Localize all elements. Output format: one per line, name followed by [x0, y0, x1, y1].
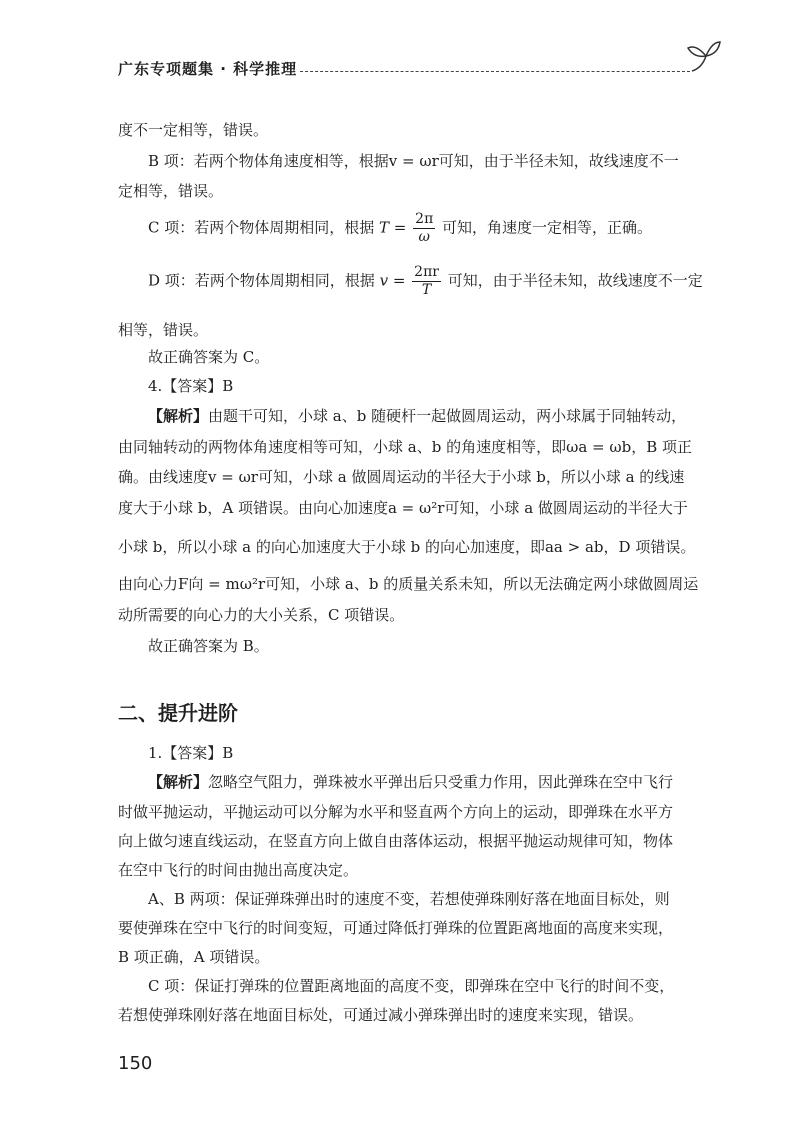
text-line: 确。由线速度v = ωr可知，小球 a 做圆周运动的半径大于小球 b，所以小球 a 的线速	[118, 468, 685, 486]
text-line-with-formula	[148, 211, 652, 246]
text-line: 时做平抛运动，平抛运动可以分解为水平和竖直两个方向上的运动，即弹珠在水平方	[118, 803, 674, 821]
text-line: 度不一定相等，错误。	[118, 121, 269, 139]
text-line: 要使弹珠在空中飞行的时间变短，可通过降低打弹珠的位置距离地面的高度来实现，	[118, 919, 674, 937]
analysis-line	[148, 405, 686, 427]
header-dashed-rule	[300, 71, 690, 72]
sprout-icon	[686, 38, 722, 78]
answer-line: 4.【答案】B	[148, 377, 234, 395]
fraction-denominator: T	[421, 282, 432, 298]
text-line: 故正确答案为 B。	[148, 637, 269, 655]
answer-line: 1.【答案】B	[148, 744, 234, 762]
text-segment: 可知，角速度一定相等，正确。	[442, 218, 653, 237]
text-line: 由向心力F向 = mω²r可知，小球 a、b 的质量关系未知，所以无法确定两小球做圆周运	[118, 575, 699, 593]
page-number: 150	[118, 1053, 153, 1074]
text-line: B 项：若两个物体角速度相等，根据v = ωr可知，由于半径未知，故线速度不一	[148, 152, 679, 170]
running-header-title: 广东专项题集 · 科学推理	[118, 60, 298, 78]
text-line: A、B 两项：保证弹珠弹出时的速度不变，若想使弹珠刚好落在地面目标处，则	[148, 890, 670, 908]
text-segment: C 项：若两个物体周期相同，根据	[148, 218, 375, 237]
analysis-tag: 【解析】	[148, 773, 209, 791]
text-segment: 忽略空气阻力，弹珠被水平弹出后只受重力作用，因此弹珠在空中飞行	[208, 773, 674, 791]
fraction-numerator: 2π	[415, 211, 434, 227]
text-line: 动所需要的向心力的大小关系，C 项错误。	[118, 606, 405, 624]
fraction-denominator: ω	[418, 229, 430, 245]
text-line: 故正确答案为 C。	[148, 348, 270, 366]
formula-lhs: v =	[379, 271, 406, 290]
text-line: 在空中飞行的时间由抛出高度决定。	[118, 861, 359, 879]
text-line: 定相等，错误。	[118, 182, 224, 200]
text-line: B 项正确，A 项错误。	[118, 948, 270, 966]
analysis-tag: 【解析】	[148, 407, 209, 425]
fraction	[413, 211, 435, 246]
fraction	[412, 264, 441, 299]
text-segment: 可知，由于半径未知，故线速度不一定	[447, 271, 703, 290]
section-heading: 二、提升进阶	[118, 701, 238, 725]
analysis-line	[148, 771, 673, 793]
text-line: C 项：保证打弹珠的位置距离地面的高度不变，即弹珠在空中飞行的时间不变，	[148, 977, 675, 995]
text-line: 由同轴转动的两物体角速度相等可知，小球 a、b 的角速度相等，即ωa = ωb，B 项正	[118, 438, 692, 456]
text-line: 度大于小球 b，A 项错误。由向心加速度a = ω²r可知，小球 a 做圆周运动的半径大于	[118, 499, 688, 517]
formula-lhs: T =	[379, 218, 407, 237]
text-line: 相等，错误。	[118, 321, 209, 339]
text-line: 若想使弹珠刚好落在地面目标处，可通过减小弹珠弹出时的速度来实现，错误。	[118, 1006, 644, 1024]
text-segment: D 项：若两个物体周期相同，根据	[148, 271, 375, 290]
text-segment: 由题干可知，小球 a、b 随硬杆一起做圆周运动，两小球属于同轴转动，	[208, 407, 687, 425]
text-line: 小球 b，所以小球 a 的向心加速度大于小球 b 的向心加速度，即aa > ab，D 项错误。	[118, 538, 696, 556]
fraction-numerator: 2πr	[414, 264, 439, 280]
text-line: 向上做匀速直线运动，在竖直方向上做自由落体运动，根据平抛运动规律可知，物体	[118, 832, 674, 850]
text-line-with-formula	[148, 264, 703, 299]
